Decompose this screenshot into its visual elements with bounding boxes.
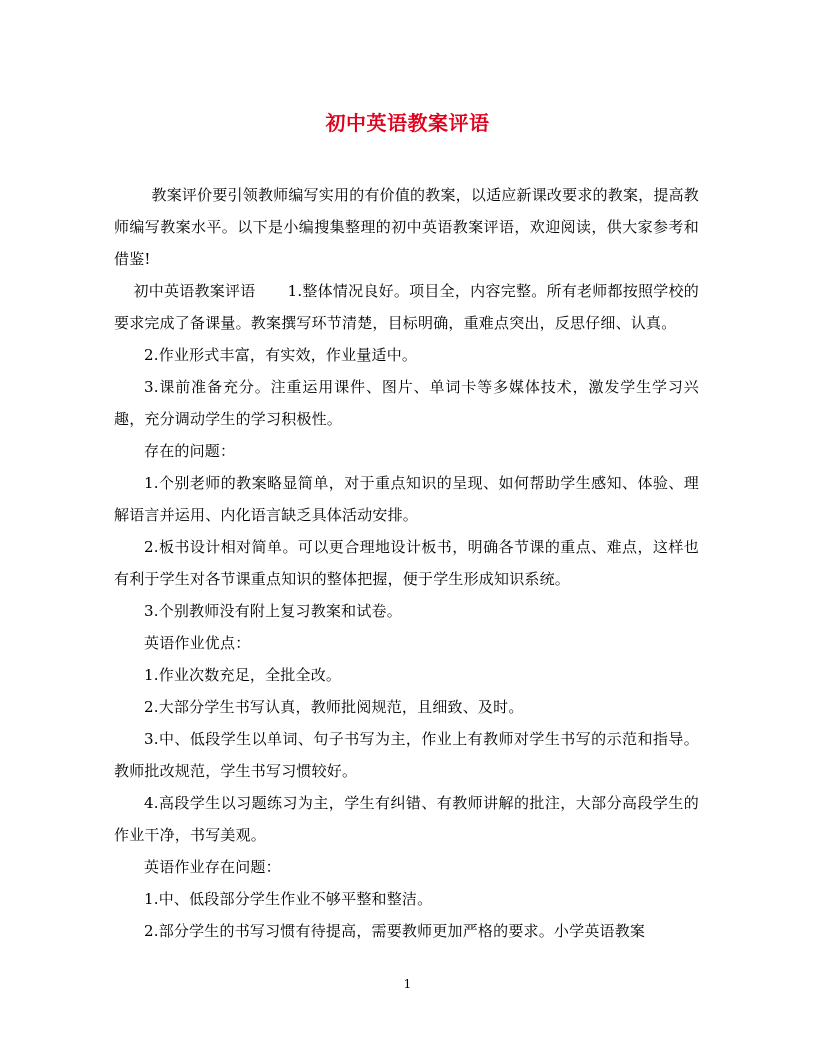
document-body	[114, 179, 699, 947]
intro-paragraph: 教案评价要引领教师编写实用的有价值的教案，以适应新课改要求的教案，提高教师编写教案水平。以下是小编搜集整理的初中英语教案评语，欢迎阅读，供大家参考和借鉴!	[114, 186, 699, 268]
paragraph: 2.板书设计相对简单。可以更合理地设计板书，明确各节课的重点、难点，这样也有利于学生对各节课重点知识的整体把握，便于学生形成知识系统。	[114, 538, 699, 588]
section-heading: 英语作业存在问题：	[144, 858, 281, 876]
paragraph: 1.个别老师的教案略显简单，对于重点知识的呈现、如何帮助学生感知、体验、理解语言并运用、内化语言缺乏具体活动安排。	[114, 474, 699, 524]
section-label: 初中英语教案评语	[133, 282, 256, 300]
paragraph: 2.部分学生的书写习惯有待提高，需要教师更加严格的要求。小学英语教案	[144, 922, 646, 940]
section-lead-paragraph	[114, 275, 699, 339]
document-title: 初中英语教案评语	[325, 111, 490, 135]
paragraph: 3.中、低段学生以单词、句子书写为主，作业上有教师对学生书写的示范和指导。教师批改规范，学生书写习惯较好。	[114, 730, 699, 780]
paragraph: 2.大部分学生书写认真，教师批阅规范，且细致、及时。	[144, 698, 524, 716]
paragraph: 3.课前准备充分。注重运用课件、图片、单词卡等多媒体技术，激发学生学习兴趣，充分调动学生的学习积极性。	[114, 378, 699, 428]
paragraph: 3.个别教师没有附上复习教案和试卷。	[144, 602, 402, 620]
paragraph: 1.作业次数充足，全批全改。	[144, 666, 342, 684]
paragraph: 1.中、低段部分学生作业不够平整和整洁。	[144, 890, 433, 908]
paragraph: 4.高段学生以习题练习为主，学生有纠错、有教师讲解的批注，大部分高段学生的作业干净，书写美观。	[114, 794, 699, 844]
section-first-point: 1.整体情况良好。项目全，内容完整。所有老师都按照学校的要求完成了备课量。教案撰写环节清楚，目标明确，重难点突出，反思仔细、认真。	[114, 282, 699, 332]
paragraph: 2.作业形式丰富，有实效，作业量适中。	[144, 346, 418, 364]
section-heading: 英语作业优点：	[144, 634, 251, 652]
page-number: 1	[403, 977, 412, 991]
section-heading: 存在的问题：	[144, 442, 236, 460]
